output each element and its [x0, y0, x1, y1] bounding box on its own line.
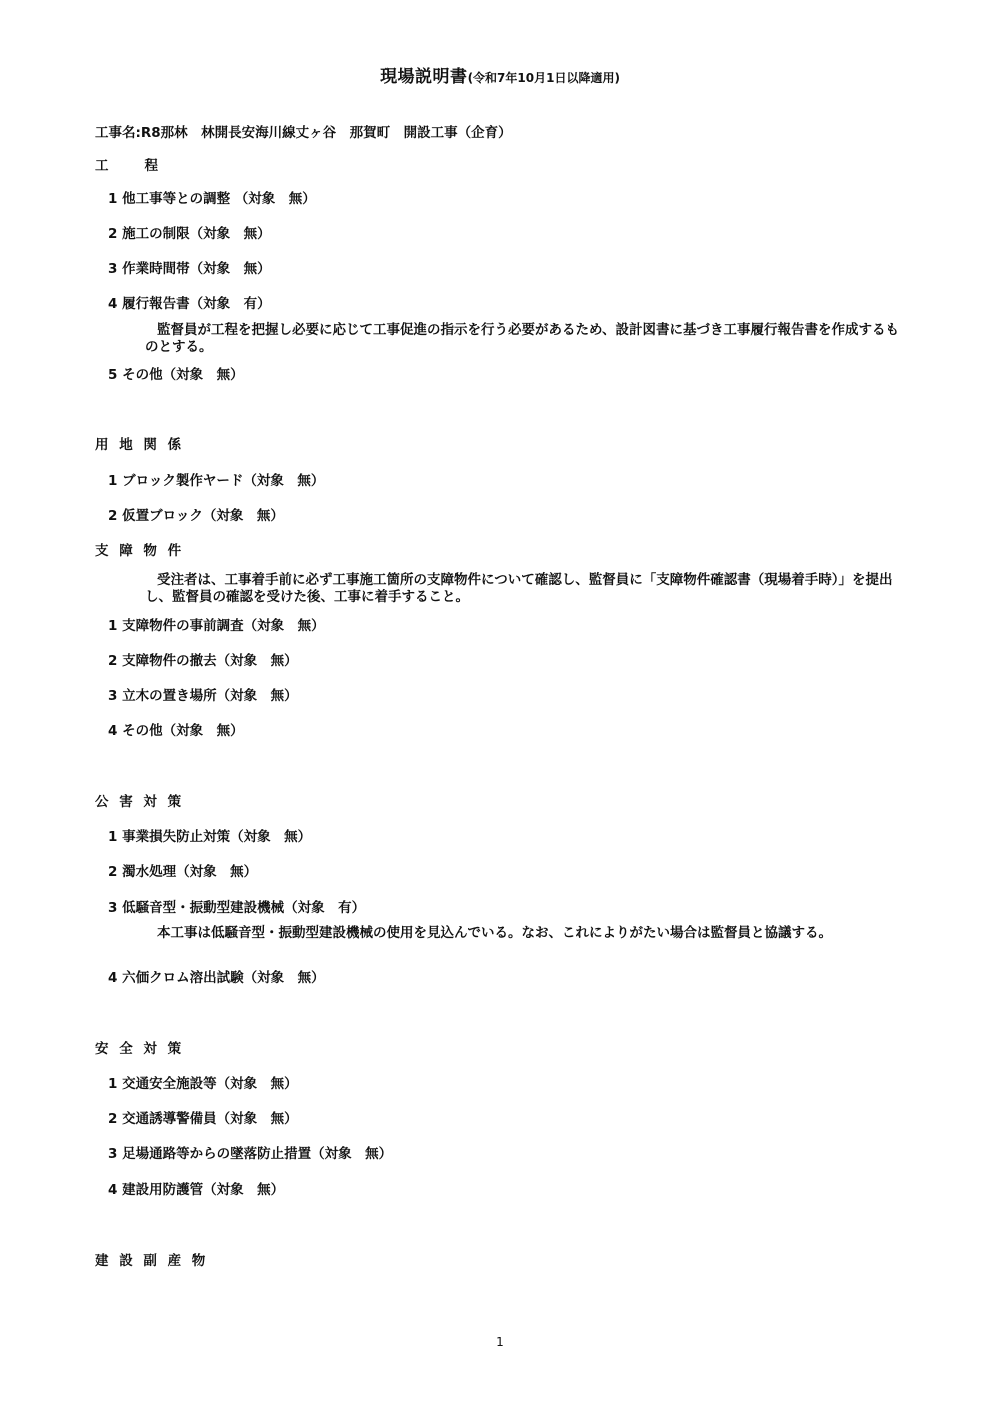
document-title	[0, 62, 1000, 87]
schedule-note: 監督員が工程を把握し必要に応じて工事促進の指示を行う必要があるため、設計図書に基づき工事履行報告書を作成するものとする。	[145, 322, 899, 355]
section-heading-safety: 安 全 対 策	[95, 1041, 185, 1057]
list-item: 4 その他（対象 無）	[108, 723, 244, 739]
list-item: 3 低騒音型・振動型建設機械（対象 有）	[108, 900, 366, 916]
list-item: 1 支障物件の事前調査（対象 無）	[108, 618, 325, 634]
list-item: 4 履行報告書（対象 有）	[108, 296, 271, 312]
section-heading-byproducts: 建 設 副 産 物	[95, 1253, 209, 1269]
list-item: 1 事業損失防止対策（対象 無）	[108, 829, 312, 845]
list-item: 1 交通安全施設等（対象 無）	[108, 1076, 298, 1092]
list-item: 2 支障物件の撤去（対象 無）	[108, 653, 298, 669]
title-sub: (令和7年10月1日以降適用)	[467, 71, 620, 85]
list-item: 3 足場通路等からの墜落防止措置（対象 無）	[108, 1146, 393, 1162]
list-item: 2 仮置ブロック（対象 無）	[108, 508, 284, 524]
list-item: 4 建設用防護管（対象 無）	[108, 1182, 285, 1198]
section-heading-schedule: 工 程	[95, 158, 161, 174]
list-item: 5 その他（対象 無）	[108, 367, 244, 383]
list-item: 2 濁水処理（対象 無）	[108, 864, 258, 880]
pollution-note: 本工事は低騒音型・振動型建設機械の使用を見込んでいる。なお、これによりがたい場合は監督員と協議する。	[157, 925, 832, 941]
page-number: 1	[496, 1335, 504, 1349]
list-item: 2 施工の制限（対象 無）	[108, 226, 271, 242]
list-item: 3 立木の置き場所（対象 無）	[108, 688, 298, 704]
list-item: 1 他工事等との調整 （対象 無）	[108, 191, 316, 207]
list-item: 1 ブロック製作ヤード（対象 無）	[108, 473, 325, 489]
list-item: 2 交通誘導警備員（対象 無）	[108, 1111, 298, 1127]
section-heading-obstacles: 支 障 物 件	[95, 543, 185, 559]
list-item: 3 作業時間帯（対象 無）	[108, 261, 271, 277]
section-heading-pollution: 公 害 対 策	[95, 794, 185, 810]
obstacles-note: 受注者は、工事着手前に必ず工事施工箇所の支障物件について確認し、監督員に「支障物件確認書（現場着手時）」を提出し、監督員の確認を受けた後、工事に着手すること。	[145, 572, 893, 605]
section-heading-land: 用 地 関 係	[95, 437, 185, 453]
project-name: 工事名:R8那林 林開長安海川線丈ヶ谷 那賀町 開設工事（企育）	[95, 125, 512, 141]
title-main: 現場説明書	[380, 67, 468, 87]
list-item: 4 六価クロム溶出試験（対象 無）	[108, 970, 325, 986]
